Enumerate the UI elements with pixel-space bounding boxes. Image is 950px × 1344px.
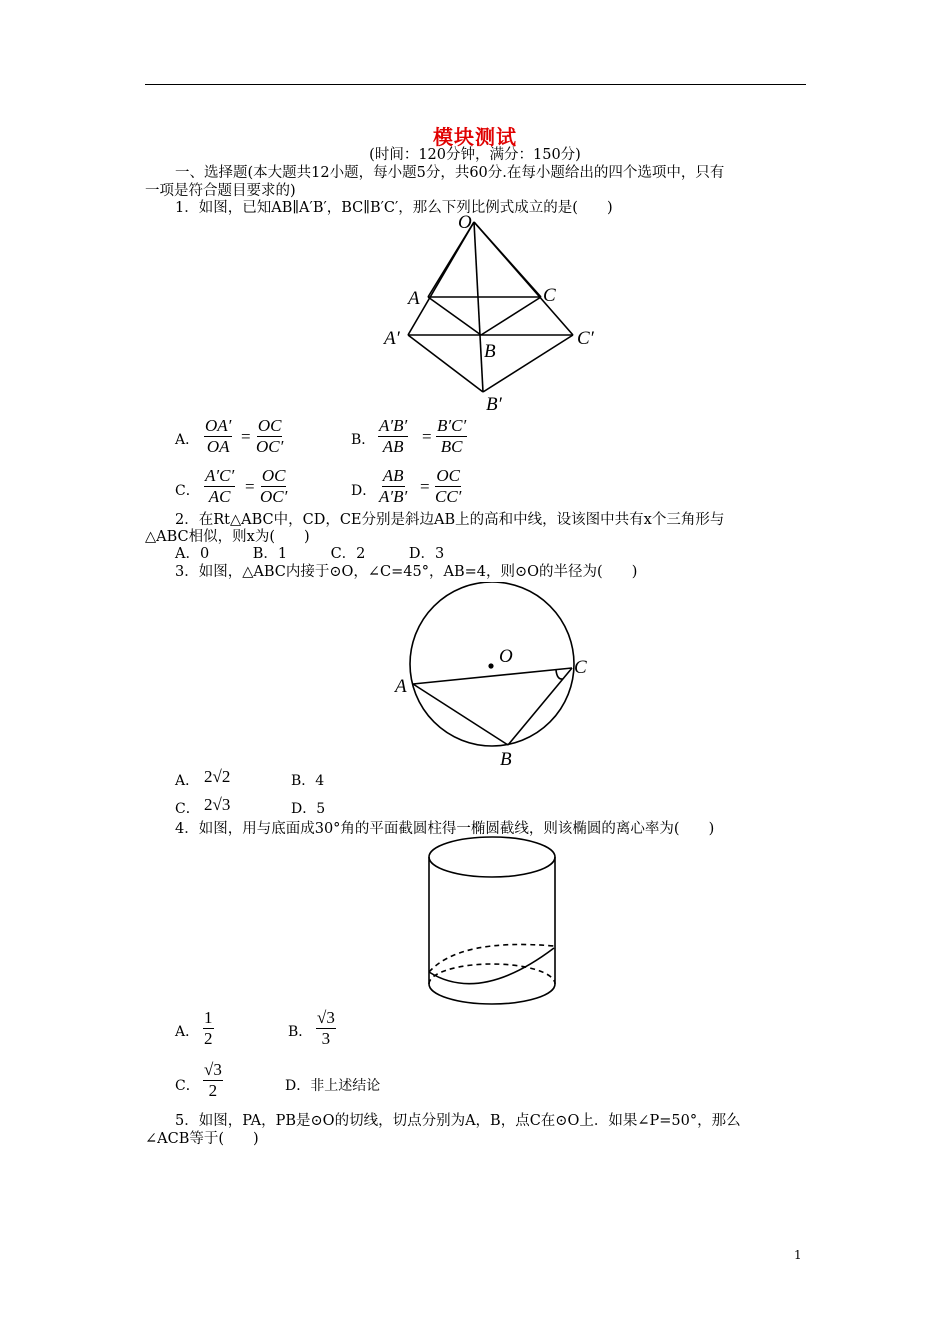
section-header-line2: 一项是符合题目要求的) (145, 183, 296, 199)
q1-option-a-frac2 (255, 416, 284, 457)
header-rule (145, 84, 806, 85)
q3-label-O: O (499, 646, 513, 667)
q3-option-d: D．5 (291, 801, 326, 817)
q4-cylinder-figure (420, 834, 565, 1006)
q4-option-c-frac (203, 1060, 223, 1101)
q1-label-B: B (484, 341, 496, 362)
q1-a-eq: = (241, 427, 251, 446)
q2-options: A．0 B．1 C．2 D．3 (175, 546, 445, 562)
q5-stem-line1: 5．如图，PA，PB是⊙O的切线，切点分别为A，B，点C在⊙O上．如果∠P=50°，那么 (175, 1113, 741, 1129)
q1-b-num1: A′B′ (379, 416, 408, 435)
q1-option-a-letter: A． (175, 432, 200, 448)
q5-stem-line2: ∠ACB等于( ) (145, 1131, 259, 1147)
q1-b-den1: AB (382, 437, 404, 456)
q1-option-c-letter: C． (175, 483, 200, 499)
exam-time-info: (时间：120分钟，满分：150分) (369, 147, 581, 163)
q1-c-den1: AC (208, 487, 231, 506)
q4-b-den: 3 (321, 1029, 331, 1048)
q1-d-den1: A′B′ (379, 487, 408, 506)
q4-a-num: 1 (204, 1008, 213, 1027)
page-title: 模块测试 (433, 125, 517, 149)
q3-label-C: C (574, 657, 587, 678)
q1-a-num2: OC (257, 416, 282, 435)
q1-c-num2: OC (261, 466, 286, 485)
q1-option-c-frac1 (204, 466, 235, 507)
q3-stem: 3．如图，△ABC内接于⊙O，∠C=45°，AB=4，则⊙O的半径为( ) (175, 564, 638, 580)
q1-label-A-prime: A′ (384, 328, 400, 349)
q3-option-c-letter: C． (175, 801, 200, 817)
q1-option-b-frac2 (436, 416, 467, 457)
q1-stem: 1．如图，已知AB∥A′B′，BC∥B′C′，那么下列比例式成立的是( ) (175, 200, 613, 216)
q1-a-den2: OC′ (256, 437, 284, 456)
q1-c-eq: = (245, 477, 255, 496)
q1-b-den2: BC (440, 437, 463, 456)
q4-c-den: 2 (208, 1081, 218, 1100)
q4-b-num: √3 (317, 1008, 335, 1027)
q3-option-a-expr: 2√2 (204, 767, 231, 786)
q1-option-b-letter: B． (351, 432, 376, 448)
q4-option-b-frac (316, 1008, 336, 1049)
q4-option-a-frac (203, 1008, 214, 1049)
q1-a-den1: OA (206, 437, 230, 456)
q1-c-den2: OC′ (260, 487, 288, 506)
q1-d-num2: OC (436, 466, 461, 485)
page-number: 1 (794, 1248, 802, 1262)
q1-b-num2: B′C′ (437, 416, 467, 435)
q1-option-d-frac1 (378, 466, 408, 507)
q4-option-c-letter: C． (175, 1078, 200, 1094)
q4-option-d: D．非上述结论 (285, 1078, 381, 1094)
q3-option-c-expr: 2√3 (204, 795, 231, 814)
q3-figure (385, 582, 605, 770)
q3-option-b: B．4 (291, 773, 325, 789)
q1-d-num1: AB (382, 466, 404, 485)
q1-option-d-frac2 (434, 466, 462, 507)
q1-option-c-frac2 (259, 466, 288, 507)
q4-c-num: √3 (204, 1060, 222, 1079)
q3-label-B: B (500, 749, 512, 770)
q1-b-eq: = (422, 427, 432, 446)
section-header-line1: 一、选择题(本大题共12小题，每小题5分，共60分.在每小题给出的四个选项中，只有 (175, 165, 725, 181)
q4-a-den: 2 (204, 1029, 213, 1048)
q4-option-b-letter: B． (288, 1024, 313, 1040)
q1-d-den2: CC′ (435, 487, 462, 506)
q1-option-d-letter: D． (351, 483, 377, 499)
q4-option-a-letter: A． (175, 1024, 200, 1040)
q1-c-num1: A′C′ (205, 466, 235, 485)
q2-stem-line2: △ABC相似，则x为( ) (145, 529, 310, 545)
q2-stem-line1: 2．在Rt△ABC中，CD，CE分别是斜边AB上的高和中线，设该图中共有x个三角形与 (175, 512, 725, 528)
q1-label-C: C (543, 285, 556, 306)
q3-option-a-letter: A． (175, 773, 200, 789)
q1-label-A: A (408, 288, 420, 309)
q1-option-a-frac1 (204, 416, 232, 457)
q4-stem: 4．如图，用与底面成30°角的平面截圆柱得一椭圆截线，则该椭圆的离心率为( ) (175, 821, 715, 837)
q1-label-O: O (458, 212, 472, 233)
q1-option-b-frac1 (378, 416, 408, 457)
q3-label-A: A (395, 676, 407, 697)
q1-label-B-prime: B′ (486, 394, 502, 415)
q1-label-C-prime: C′ (577, 328, 594, 349)
q1-d-eq: = (420, 477, 430, 496)
q1-a-num1: OA′ (205, 416, 232, 435)
q1-figure (370, 208, 610, 420)
